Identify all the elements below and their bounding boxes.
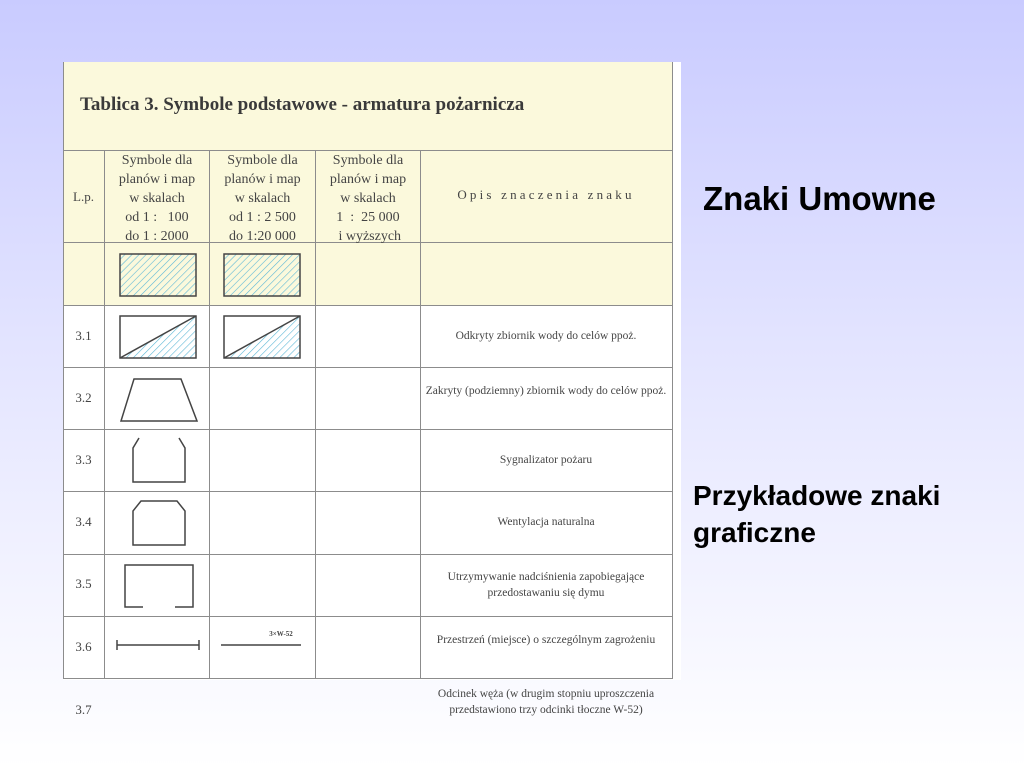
grid-line (63, 367, 673, 368)
row-lp: 3.1 (75, 328, 92, 343)
open-tank-symbol-medium (223, 253, 303, 299)
row-lp: 3.6 (75, 639, 92, 654)
open-tank-symbol-large (119, 253, 199, 299)
header-col3: Symbole dla planów i map w skalach 1 : 25 000 i wyższych (329, 153, 407, 244)
table-scan-image (63, 62, 681, 717)
header-lp: L.p. (73, 189, 94, 204)
row-description: Zakryty (podziemny) zbiornik wody do celów ppoż. (425, 385, 667, 397)
covered-tank-symbol-medium (223, 315, 303, 361)
table-title: Tablica 3. Symbole podstawowe - armatura pożarnicza (80, 94, 525, 115)
slide-title: Znaki Umowne (703, 180, 936, 217)
slide-subtitle: Przykładowe znaki graficzne (693, 480, 941, 548)
row-description: Przestrzeń (miejsce) o szczególnym zagrożeniu (436, 634, 656, 646)
row-description: Odkryty zbiornik wody do celów ppoż. (455, 330, 637, 342)
header-col2: Symbole dla planów i map w skalach od 1 : 2 500 do 1:20 000 (224, 153, 301, 244)
covered-tank-symbol-large (119, 315, 199, 361)
grid-line (63, 678, 673, 679)
grid-line (63, 429, 673, 430)
grid-line (672, 62, 673, 679)
grid-line (63, 554, 673, 555)
row-lp: 3.2 (75, 390, 92, 405)
natural-ventilation-symbol (129, 436, 189, 486)
row-description: Sygnalizator pożaru (499, 454, 593, 466)
fire-alarm-symbol (119, 377, 199, 425)
hose-symbol-large (115, 637, 201, 653)
grid-line (420, 150, 421, 679)
row-lp: 3.7 (75, 702, 92, 717)
row-lp: 3.5 (75, 576, 92, 591)
row-description: Odcinek węża (w drugim stopniu uproszczenia przedstawiono trzy odcinki tłoczne W-52) (437, 688, 655, 716)
header-col1: Symbole dla planów i map w skalach od 1 : 100 do 1 : 2000 (118, 153, 196, 244)
row-description: Utrzymywanie nadciśnienia zapobiegające przedostawaniu się dymu (447, 571, 645, 599)
grid-line (63, 616, 673, 617)
header-description: Opis znaczenia znaku (457, 187, 635, 202)
danger-zone-symbol (121, 561, 197, 611)
hose-label: 3×W-52 (269, 630, 293, 638)
hose-symbol-medium (219, 640, 303, 650)
row-description: Wentylacja naturalna (497, 516, 595, 528)
row-lp: 3.3 (75, 452, 92, 467)
overpressure-symbol (129, 499, 189, 549)
grid-line (63, 305, 673, 306)
row-lp: 3.4 (75, 514, 92, 529)
grid-line (63, 491, 673, 492)
